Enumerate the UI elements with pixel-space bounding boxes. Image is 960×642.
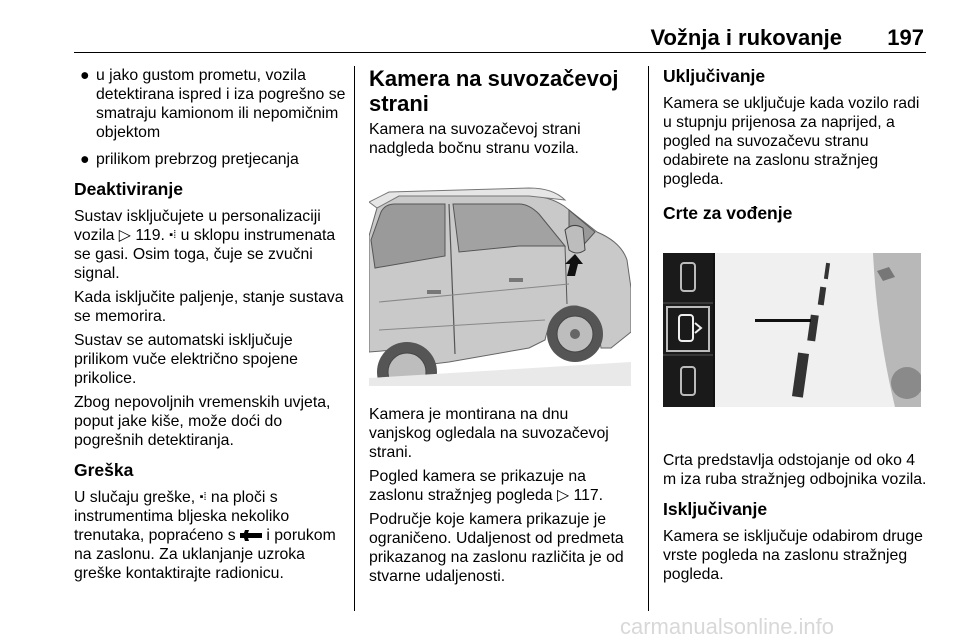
side-sensor-icon: ▪︎⁞ bbox=[199, 491, 207, 503]
column-right bbox=[663, 66, 928, 589]
page-reference-link[interactable]: 119. bbox=[135, 227, 165, 244]
page-number: 197 bbox=[887, 25, 924, 50]
section-heading-camera: Kamera na suvozačevoj strani bbox=[369, 66, 619, 116]
list-item: ● prilikom prebrzog pretjecanja bbox=[80, 151, 299, 168]
paragraph: Sustav se automatski isključuje prilikom vuče električno spojene prikolice. bbox=[74, 332, 298, 387]
camera-view-illustration bbox=[663, 253, 921, 407]
wrench-icon bbox=[240, 527, 266, 544]
bullet-icon: ● bbox=[80, 67, 90, 84]
triangle-right-icon: ▷ bbox=[118, 227, 131, 244]
paragraph: Sustav isključujete u personalizaciji vozila ▷ 119. ▪︎⁞ u sklopu instrumenata se gasi. Osim toga, čuje se zvučni signal. bbox=[74, 208, 336, 282]
paragraph: Kamera se isključuje odabirom druge vrste pogleda na zaslonu stražnjeg pogleda. bbox=[663, 528, 923, 583]
section-heading-error: Greška bbox=[74, 460, 134, 480]
side-sensor-icon: ▪︎⁞ bbox=[169, 229, 177, 241]
triangle-right-icon: ▷ bbox=[556, 487, 570, 504]
column-left bbox=[74, 66, 346, 588]
paragraph: Kamera na suvozačevoj strani nadgleda bočnu stranu vozila. bbox=[369, 121, 581, 157]
column-divider-2 bbox=[648, 66, 649, 611]
chapter-title: Vožnja i rukovanje bbox=[650, 25, 842, 50]
page-header bbox=[74, 0, 926, 53]
page-reference-link[interactable]: 117. bbox=[573, 487, 604, 504]
section-heading-guidelines: Crte za vođenje bbox=[663, 203, 793, 223]
paragraph: U slučaju greške, ▪︎⁞ na ploči s instrumentima bljeska nekoliko trenutaka, popraćeno s i porukom na zaslonu. Za uklanjanje uzroka greške kontaktirajte radionicu. bbox=[74, 489, 336, 582]
car-side-illustration bbox=[369, 172, 631, 391]
condition-list bbox=[74, 66, 346, 169]
section-heading-deactivation: Deaktiviranje bbox=[74, 179, 183, 199]
paragraph: Crta predstavlja odstojanje od oko 4 m iza ruba stražnjeg odbojnika vozila. bbox=[663, 452, 927, 488]
bullet-icon: ● bbox=[80, 151, 90, 168]
watermark: carmanualsonline.info bbox=[620, 614, 835, 639]
column-middle bbox=[369, 66, 634, 591]
paragraph: Kamera se uključuje kada vozilo radi u stupnju prijenosa za naprijed, a pogled na suvozačevu stranu odabirete na zaslonu stražnjeg pogleda. bbox=[663, 95, 920, 188]
section-heading-activation: Uključivanje bbox=[663, 66, 766, 86]
paragraph: Pogled kamera se prikazuje na zaslonu stražnjeg pogleda ▷ 117. bbox=[369, 468, 604, 504]
section-heading-deactivation-camera: Isključivanje bbox=[663, 499, 768, 519]
column-divider-1 bbox=[354, 66, 355, 611]
paragraph: Zbog nepovoljnih vremenskih uvjeta, poput jake kiše, može doći do pogrešnih detektiranja. bbox=[74, 394, 331, 449]
list-item: ● u jako gustom prometu, vozila detektirana ispred i iza pogrešno se smatraju kamionom ili nepomičnim objektom bbox=[80, 67, 346, 141]
paragraph: Kada isključite paljenje, stanje sustava se memorira. bbox=[74, 289, 344, 325]
paragraph: Područje koje kamera prikazuje je ograničeno. Udaljenost od predmeta prikazanog na zaslonu različita je od stvarne udaljenosti. bbox=[369, 511, 624, 585]
paragraph: Kamera je montirana na dnu vanjskog ogledala na suvozačevoj strani. bbox=[369, 406, 609, 461]
